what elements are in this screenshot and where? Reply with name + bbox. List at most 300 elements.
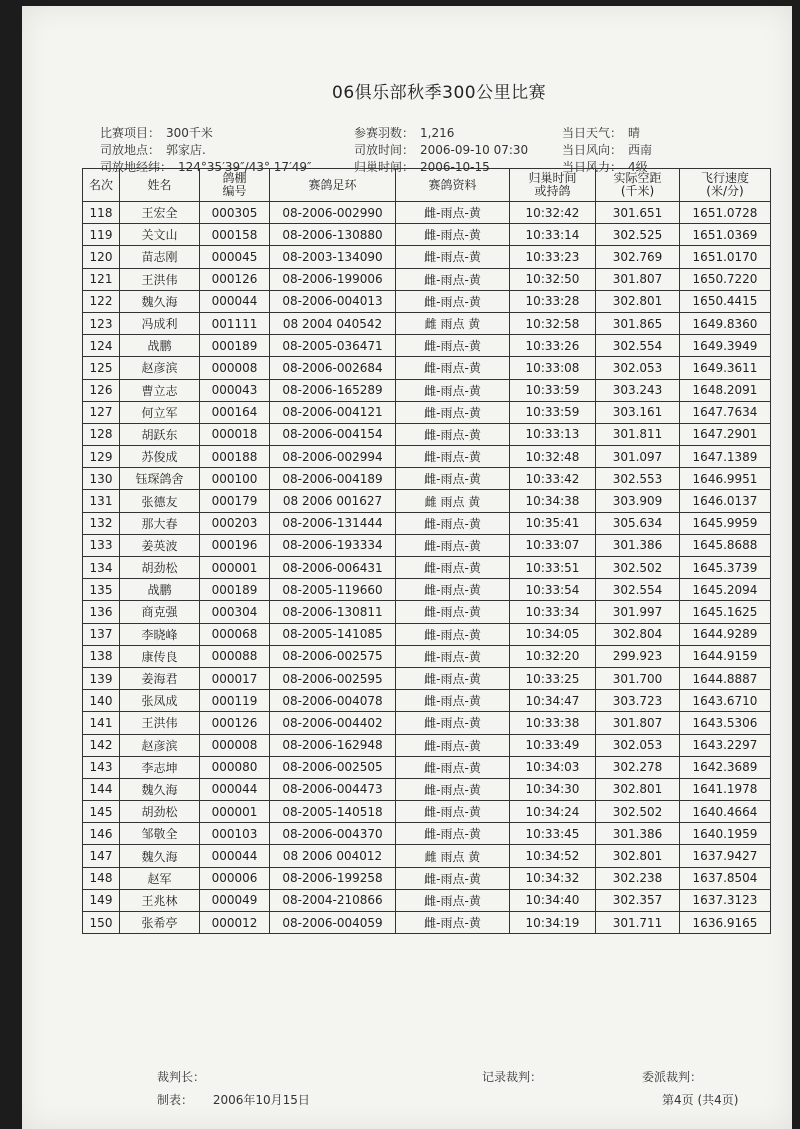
cell-ring: 08-2006-004013 — [270, 290, 396, 312]
cell-ring: 08-2006-130880 — [270, 224, 396, 246]
cell-name: 那大春 — [120, 512, 200, 534]
cell-name: 商克强 — [120, 601, 200, 623]
cell-ring: 08-2005-036471 — [270, 335, 396, 357]
cell-distance: 302.553 — [596, 468, 680, 490]
cell-distance: 302.554 — [596, 335, 680, 357]
cell-ring: 08-2006-002990 — [270, 202, 396, 224]
prepared-date: 2006年10月15日 — [212, 1093, 310, 1107]
cell-speed: 1640.1959 — [680, 823, 771, 845]
cell-bird-info: 雌-雨点-黄 — [396, 534, 510, 556]
cell-return-time: 10:34:32 — [510, 867, 596, 889]
cell-name: 李晓峰 — [120, 623, 200, 645]
cell-name: 张凤成 — [120, 690, 200, 712]
cell-speed: 1643.6710 — [680, 690, 771, 712]
cell-speed: 1642.3689 — [680, 756, 771, 778]
cell-rank: 119 — [83, 224, 120, 246]
cell-speed: 1647.7634 — [680, 401, 771, 423]
meta-location-label: 司放地点： — [100, 143, 161, 157]
table-row — [83, 601, 771, 623]
cell-loft-id: 000045 — [200, 246, 270, 268]
cell-name: 姜英波 — [120, 534, 200, 556]
cell-ring: 08-2006-002505 — [270, 756, 396, 778]
cell-bird-info: 雌-雨点-黄 — [396, 468, 510, 490]
meta-release-time-value: 2006-09-10 07:30 — [420, 143, 529, 157]
cell-distance: 301.700 — [596, 667, 680, 689]
cell-loft-id: 000126 — [200, 268, 270, 290]
cell-name: 王兆林 — [120, 889, 200, 911]
cell-name: 苏俊成 — [120, 446, 200, 468]
cell-speed: 1637.8504 — [680, 867, 771, 889]
cell-speed: 1649.3949 — [680, 335, 771, 357]
cell-return-time: 10:32:50 — [510, 268, 596, 290]
cell-bird-info: 雌 雨点 黄 — [396, 312, 510, 334]
meta-weather-value: 晴 — [628, 126, 641, 140]
cell-loft-id: 000001 — [200, 801, 270, 823]
cell-return-time: 10:33:25 — [510, 667, 596, 689]
cell-return-time: 10:32:58 — [510, 312, 596, 334]
referee-chief-label: 裁判长： — [157, 1070, 206, 1084]
table-row — [83, 423, 771, 445]
cell-ring: 08 2006 004012 — [270, 845, 396, 867]
cell-speed: 1646.9951 — [680, 468, 771, 490]
cell-speed: 1651.0369 — [680, 224, 771, 246]
table-row — [83, 246, 771, 268]
cell-bird-info: 雌-雨点-黄 — [396, 512, 510, 534]
cell-return-time: 10:33:34 — [510, 601, 596, 623]
cell-name: 魏久海 — [120, 290, 200, 312]
cell-rank: 141 — [83, 712, 120, 734]
meta-count — [354, 124, 454, 141]
cell-return-time: 10:34:30 — [510, 778, 596, 800]
cell-ring: 08-2006-004059 — [270, 912, 396, 934]
cell-return-time: 10:33:07 — [510, 534, 596, 556]
cell-ring: 08-2006-004121 — [270, 401, 396, 423]
cell-ring: 08-2006-131444 — [270, 512, 396, 534]
cell-name: 何立军 — [120, 401, 200, 423]
cell-loft-id: 000189 — [200, 579, 270, 601]
cell-distance: 302.502 — [596, 801, 680, 823]
cell-name: 胡劲松 — [120, 801, 200, 823]
meta-weather-label: 当日天气： — [562, 126, 623, 140]
cell-distance: 303.243 — [596, 379, 680, 401]
cell-rank: 143 — [83, 756, 120, 778]
cell-distance: 302.053 — [596, 734, 680, 756]
cell-distance: 301.386 — [596, 534, 680, 556]
cell-bird-info: 雌-雨点-黄 — [396, 801, 510, 823]
cell-ring: 08-2006-004473 — [270, 778, 396, 800]
meta-wind-direction-label: 当日风向： — [562, 143, 623, 157]
cell-return-time: 10:32:48 — [510, 446, 596, 468]
meta-wind-direction — [562, 141, 652, 158]
cell-bird-info: 雌-雨点-黄 — [396, 645, 510, 667]
cell-return-time: 10:33:14 — [510, 224, 596, 246]
header-loft-id: 鸽棚 编号 — [200, 169, 270, 202]
page-number: 第4页 (共4页) — [662, 1093, 739, 1107]
cell-name: 曹立志 — [120, 379, 200, 401]
cell-name: 胡劲松 — [120, 557, 200, 579]
cell-rank: 132 — [83, 512, 120, 534]
cell-bird-info: 雌-雨点-黄 — [396, 756, 510, 778]
table-row — [83, 357, 771, 379]
cell-loft-id: 000043 — [200, 379, 270, 401]
meta-coordinates-value: 124°35′39″/43° 17′49″ — [178, 160, 312, 174]
cell-bird-info: 雌-雨点-黄 — [396, 778, 510, 800]
cell-speed: 1648.2091 — [680, 379, 771, 401]
cell-loft-id: 000189 — [200, 335, 270, 357]
cell-name: 王洪伟 — [120, 268, 200, 290]
cell-name: 胡跃东 — [120, 423, 200, 445]
cell-rank: 122 — [83, 290, 120, 312]
cell-rank: 135 — [83, 579, 120, 601]
cell-bird-info: 雌-雨点-黄 — [396, 579, 510, 601]
cell-ring: 08-2006-004370 — [270, 823, 396, 845]
cell-bird-info: 雌 雨点 黄 — [396, 845, 510, 867]
cell-return-time: 10:34:52 — [510, 845, 596, 867]
cell-loft-id: 000164 — [200, 401, 270, 423]
cell-ring: 08-2006-002595 — [270, 667, 396, 689]
cell-speed: 1644.9159 — [680, 645, 771, 667]
cell-ring: 08 2004 040542 — [270, 312, 396, 334]
delegate-label: 委派裁判： — [642, 1070, 703, 1084]
cell-return-time: 10:34:47 — [510, 690, 596, 712]
cell-ring: 08-2004-210866 — [270, 889, 396, 911]
table-row — [83, 202, 771, 224]
cell-rank: 149 — [83, 889, 120, 911]
cell-name: 张德友 — [120, 490, 200, 512]
header-bird-info: 赛鸽资料 — [396, 169, 510, 202]
cell-speed: 1645.1625 — [680, 601, 771, 623]
table-body — [83, 202, 771, 934]
cell-loft-id: 000008 — [200, 357, 270, 379]
table-row — [83, 756, 771, 778]
cell-speed: 1644.9289 — [680, 623, 771, 645]
meta-wind-force-value: 4级 — [628, 160, 648, 174]
cell-ring: 08-2003-134090 — [270, 246, 396, 268]
cell-loft-id: 000044 — [200, 845, 270, 867]
cell-ring: 08-2006-004154 — [270, 423, 396, 445]
table-row — [83, 667, 771, 689]
cell-rank: 144 — [83, 778, 120, 800]
table-row — [83, 512, 771, 534]
meta-count-value: 1,216 — [420, 126, 455, 140]
cell-return-time: 10:33:28 — [510, 290, 596, 312]
cell-bird-info: 雌-雨点-黄 — [396, 712, 510, 734]
cell-distance: 301.097 — [596, 446, 680, 468]
cell-rank: 124 — [83, 335, 120, 357]
cell-distance: 301.651 — [596, 202, 680, 224]
cell-speed: 1645.8688 — [680, 534, 771, 556]
score-sheet — [22, 6, 792, 1129]
cell-loft-id: 000068 — [200, 623, 270, 645]
cell-loft-id: 000158 — [200, 224, 270, 246]
cell-ring: 08-2006-002994 — [270, 446, 396, 468]
cell-rank: 129 — [83, 446, 120, 468]
cell-rank: 121 — [83, 268, 120, 290]
cell-return-time: 10:33:38 — [510, 712, 596, 734]
cell-rank: 130 — [83, 468, 120, 490]
cell-rank: 150 — [83, 912, 120, 934]
cell-rank: 133 — [83, 534, 120, 556]
cell-name: 康传良 — [120, 645, 200, 667]
cell-bird-info: 雌-雨点-黄 — [396, 268, 510, 290]
table-row — [83, 290, 771, 312]
table-row — [83, 534, 771, 556]
cell-name: 王宏全 — [120, 202, 200, 224]
cell-bird-info: 雌-雨点-黄 — [396, 335, 510, 357]
cell-return-time: 10:33:23 — [510, 246, 596, 268]
table-row — [83, 268, 771, 290]
cell-rank: 123 — [83, 312, 120, 334]
cell-loft-id: 000304 — [200, 601, 270, 623]
cell-bird-info: 雌 雨点 黄 — [396, 490, 510, 512]
table-row — [83, 490, 771, 512]
cell-distance: 302.502 — [596, 557, 680, 579]
cell-bird-info: 雌-雨点-黄 — [396, 867, 510, 889]
cell-loft-id: 001111 — [200, 312, 270, 334]
cell-distance: 302.804 — [596, 623, 680, 645]
table-header-row — [83, 169, 771, 202]
cell-return-time: 10:33:13 — [510, 423, 596, 445]
cell-bird-info: 雌-雨点-黄 — [396, 690, 510, 712]
cell-name: 冯成利 — [120, 312, 200, 334]
cell-rank: 128 — [83, 423, 120, 445]
cell-speed: 1647.1389 — [680, 446, 771, 468]
cell-bird-info: 雌-雨点-黄 — [396, 823, 510, 845]
cell-speed: 1644.8887 — [680, 667, 771, 689]
cell-bird-info: 雌-雨点-黄 — [396, 290, 510, 312]
cell-return-time: 10:35:41 — [510, 512, 596, 534]
cell-loft-id: 000044 — [200, 778, 270, 800]
table-row — [83, 690, 771, 712]
cell-rank: 146 — [83, 823, 120, 845]
header-distance: 实际空距 (千米) — [596, 169, 680, 202]
cell-name: 张希亭 — [120, 912, 200, 934]
table-row — [83, 446, 771, 468]
cell-distance: 299.923 — [596, 645, 680, 667]
cell-name: 关文山 — [120, 224, 200, 246]
cell-return-time: 10:34:24 — [510, 801, 596, 823]
cell-speed: 1636.9165 — [680, 912, 771, 934]
cell-speed: 1645.9959 — [680, 512, 771, 534]
cell-ring: 08-2006-002575 — [270, 645, 396, 667]
cell-ring: 08-2005-140518 — [270, 801, 396, 823]
cell-return-time: 10:34:03 — [510, 756, 596, 778]
cell-distance: 301.711 — [596, 912, 680, 934]
cell-loft-id: 000119 — [200, 690, 270, 712]
document-title: 06俱乐部秋季300公里比赛 — [332, 83, 547, 103]
cell-ring: 08-2006-199258 — [270, 867, 396, 889]
table-row — [83, 778, 771, 800]
meta-coordinates-label: 司放地经纬： — [100, 160, 173, 174]
cell-rank: 138 — [83, 645, 120, 667]
cell-rank: 140 — [83, 690, 120, 712]
cell-distance: 302.238 — [596, 867, 680, 889]
cell-rank: 126 — [83, 379, 120, 401]
cell-distance: 302.801 — [596, 845, 680, 867]
cell-distance: 301.997 — [596, 601, 680, 623]
cell-rank: 127 — [83, 401, 120, 423]
cell-rank: 120 — [83, 246, 120, 268]
cell-loft-id: 000088 — [200, 645, 270, 667]
cell-name: 苗志刚 — [120, 246, 200, 268]
cell-ring: 08-2006-193334 — [270, 534, 396, 556]
meta-wind-direction-value: 西南 — [628, 143, 653, 157]
cell-rank: 139 — [83, 667, 120, 689]
cell-ring: 08-2006-165289 — [270, 379, 396, 401]
meta-count-label: 参赛羽数： — [354, 126, 415, 140]
meta-weather — [562, 124, 640, 141]
prepared-by — [157, 1091, 310, 1108]
cell-loft-id: 000126 — [200, 712, 270, 734]
cell-rank: 134 — [83, 557, 120, 579]
cell-return-time: 10:33:51 — [510, 557, 596, 579]
cell-bird-info: 雌-雨点-黄 — [396, 889, 510, 911]
cell-rank: 136 — [83, 601, 120, 623]
cell-bird-info: 雌-雨点-黄 — [396, 912, 510, 934]
cell-distance: 303.723 — [596, 690, 680, 712]
table-row — [83, 889, 771, 911]
meta-release-time-label: 司放时间： — [354, 143, 415, 157]
meta-project — [100, 124, 213, 141]
cell-speed: 1637.3123 — [680, 889, 771, 911]
cell-distance: 302.053 — [596, 357, 680, 379]
cell-name: 钰琛鸽舍 — [120, 468, 200, 490]
cell-speed: 1650.7220 — [680, 268, 771, 290]
cell-name: 魏久海 — [120, 778, 200, 800]
cell-name: 王洪伟 — [120, 712, 200, 734]
cell-loft-id: 000017 — [200, 667, 270, 689]
header-speed: 飞行速度 (米/分) — [680, 169, 771, 202]
meta-location — [100, 141, 206, 158]
cell-distance: 305.634 — [596, 512, 680, 534]
table-row — [83, 557, 771, 579]
cell-bird-info: 雌-雨点-黄 — [396, 423, 510, 445]
cell-loft-id: 000044 — [200, 290, 270, 312]
cell-loft-id: 000196 — [200, 534, 270, 556]
table-row — [83, 645, 771, 667]
cell-name: 赵军 — [120, 867, 200, 889]
cell-ring: 08 2006 001627 — [270, 490, 396, 512]
cell-distance: 301.807 — [596, 268, 680, 290]
table-row — [83, 823, 771, 845]
cell-bird-info: 雌-雨点-黄 — [396, 401, 510, 423]
cell-ring: 08-2006-004402 — [270, 712, 396, 734]
cell-loft-id: 000018 — [200, 423, 270, 445]
cell-distance: 302.801 — [596, 290, 680, 312]
cell-ring: 08-2005-119660 — [270, 579, 396, 601]
table-row — [83, 312, 771, 334]
cell-distance: 302.357 — [596, 889, 680, 911]
cell-bird-info: 雌-雨点-黄 — [396, 202, 510, 224]
cell-return-time: 10:33:26 — [510, 335, 596, 357]
table-row — [83, 335, 771, 357]
cell-distance: 302.278 — [596, 756, 680, 778]
recorder-label: 记录裁判： — [482, 1070, 543, 1084]
cell-ring: 08-2006-006431 — [270, 557, 396, 579]
cell-return-time: 10:33:54 — [510, 579, 596, 601]
cell-name: 赵彦滨 — [120, 357, 200, 379]
cell-loft-id: 000305 — [200, 202, 270, 224]
cell-speed: 1649.8360 — [680, 312, 771, 334]
cell-distance: 302.554 — [596, 579, 680, 601]
cell-loft-id: 000049 — [200, 889, 270, 911]
cell-ring: 08-2006-199006 — [270, 268, 396, 290]
header-ring: 赛鸽足环 — [270, 169, 396, 202]
meta-release-time — [354, 141, 528, 158]
cell-loft-id: 000006 — [200, 867, 270, 889]
cell-speed: 1645.3739 — [680, 557, 771, 579]
cell-distance: 302.801 — [596, 778, 680, 800]
cell-bird-info: 雌-雨点-黄 — [396, 446, 510, 468]
cell-name: 李志坤 — [120, 756, 200, 778]
header-name: 姓名 — [120, 169, 200, 202]
cell-loft-id: 000179 — [200, 490, 270, 512]
cell-bird-info: 雌-雨点-黄 — [396, 246, 510, 268]
cell-rank: 148 — [83, 867, 120, 889]
prepared-label: 制表： — [157, 1093, 194, 1107]
table-row — [83, 623, 771, 645]
cell-ring: 08-2006-162948 — [270, 734, 396, 756]
cell-return-time: 10:33:08 — [510, 357, 596, 379]
cell-ring: 08-2006-130811 — [270, 601, 396, 623]
cell-rank: 137 — [83, 623, 120, 645]
cell-return-time: 10:34:19 — [510, 912, 596, 934]
cell-return-time: 10:33:42 — [510, 468, 596, 490]
cell-speed: 1645.2094 — [680, 579, 771, 601]
header-rank: 名次 — [83, 169, 120, 202]
cell-speed: 1649.3611 — [680, 357, 771, 379]
meta-location-value: 郭家店. — [166, 143, 206, 157]
cell-speed: 1651.0170 — [680, 246, 771, 268]
meta-project-label: 比赛项目： — [100, 126, 161, 140]
cell-name: 赵彦滨 — [120, 734, 200, 756]
cell-speed: 1643.2297 — [680, 734, 771, 756]
cell-bird-info: 雌-雨点-黄 — [396, 734, 510, 756]
cell-loft-id: 000188 — [200, 446, 270, 468]
cell-ring: 08-2006-004078 — [270, 690, 396, 712]
cell-bird-info: 雌-雨点-黄 — [396, 623, 510, 645]
meta-return-time-value: 2006-10-15 — [420, 160, 490, 174]
table-row — [83, 712, 771, 734]
cell-name: 战鹏 — [120, 335, 200, 357]
cell-rank: 125 — [83, 357, 120, 379]
cell-distance: 302.525 — [596, 224, 680, 246]
cell-bird-info: 雌-雨点-黄 — [396, 224, 510, 246]
header-return-time: 归巢时间 或持鸽 — [510, 169, 596, 202]
cell-speed: 1637.9427 — [680, 845, 771, 867]
cell-return-time: 10:32:20 — [510, 645, 596, 667]
cell-bird-info: 雌-雨点-黄 — [396, 357, 510, 379]
cell-loft-id: 000100 — [200, 468, 270, 490]
cell-distance: 303.909 — [596, 490, 680, 512]
cell-ring: 08-2005-141085 — [270, 623, 396, 645]
cell-speed: 1651.0728 — [680, 202, 771, 224]
cell-rank: 147 — [83, 845, 120, 867]
cell-ring: 08-2006-002684 — [270, 357, 396, 379]
cell-bird-info: 雌-雨点-黄 — [396, 667, 510, 689]
table-row — [83, 468, 771, 490]
cell-loft-id: 000008 — [200, 734, 270, 756]
cell-distance: 301.865 — [596, 312, 680, 334]
table-row — [83, 734, 771, 756]
cell-speed: 1647.2901 — [680, 423, 771, 445]
cell-distance: 301.386 — [596, 823, 680, 845]
cell-return-time: 10:32:42 — [510, 202, 596, 224]
cell-rank: 142 — [83, 734, 120, 756]
cell-distance: 303.161 — [596, 401, 680, 423]
cell-loft-id: 000080 — [200, 756, 270, 778]
cell-return-time: 10:34:05 — [510, 623, 596, 645]
